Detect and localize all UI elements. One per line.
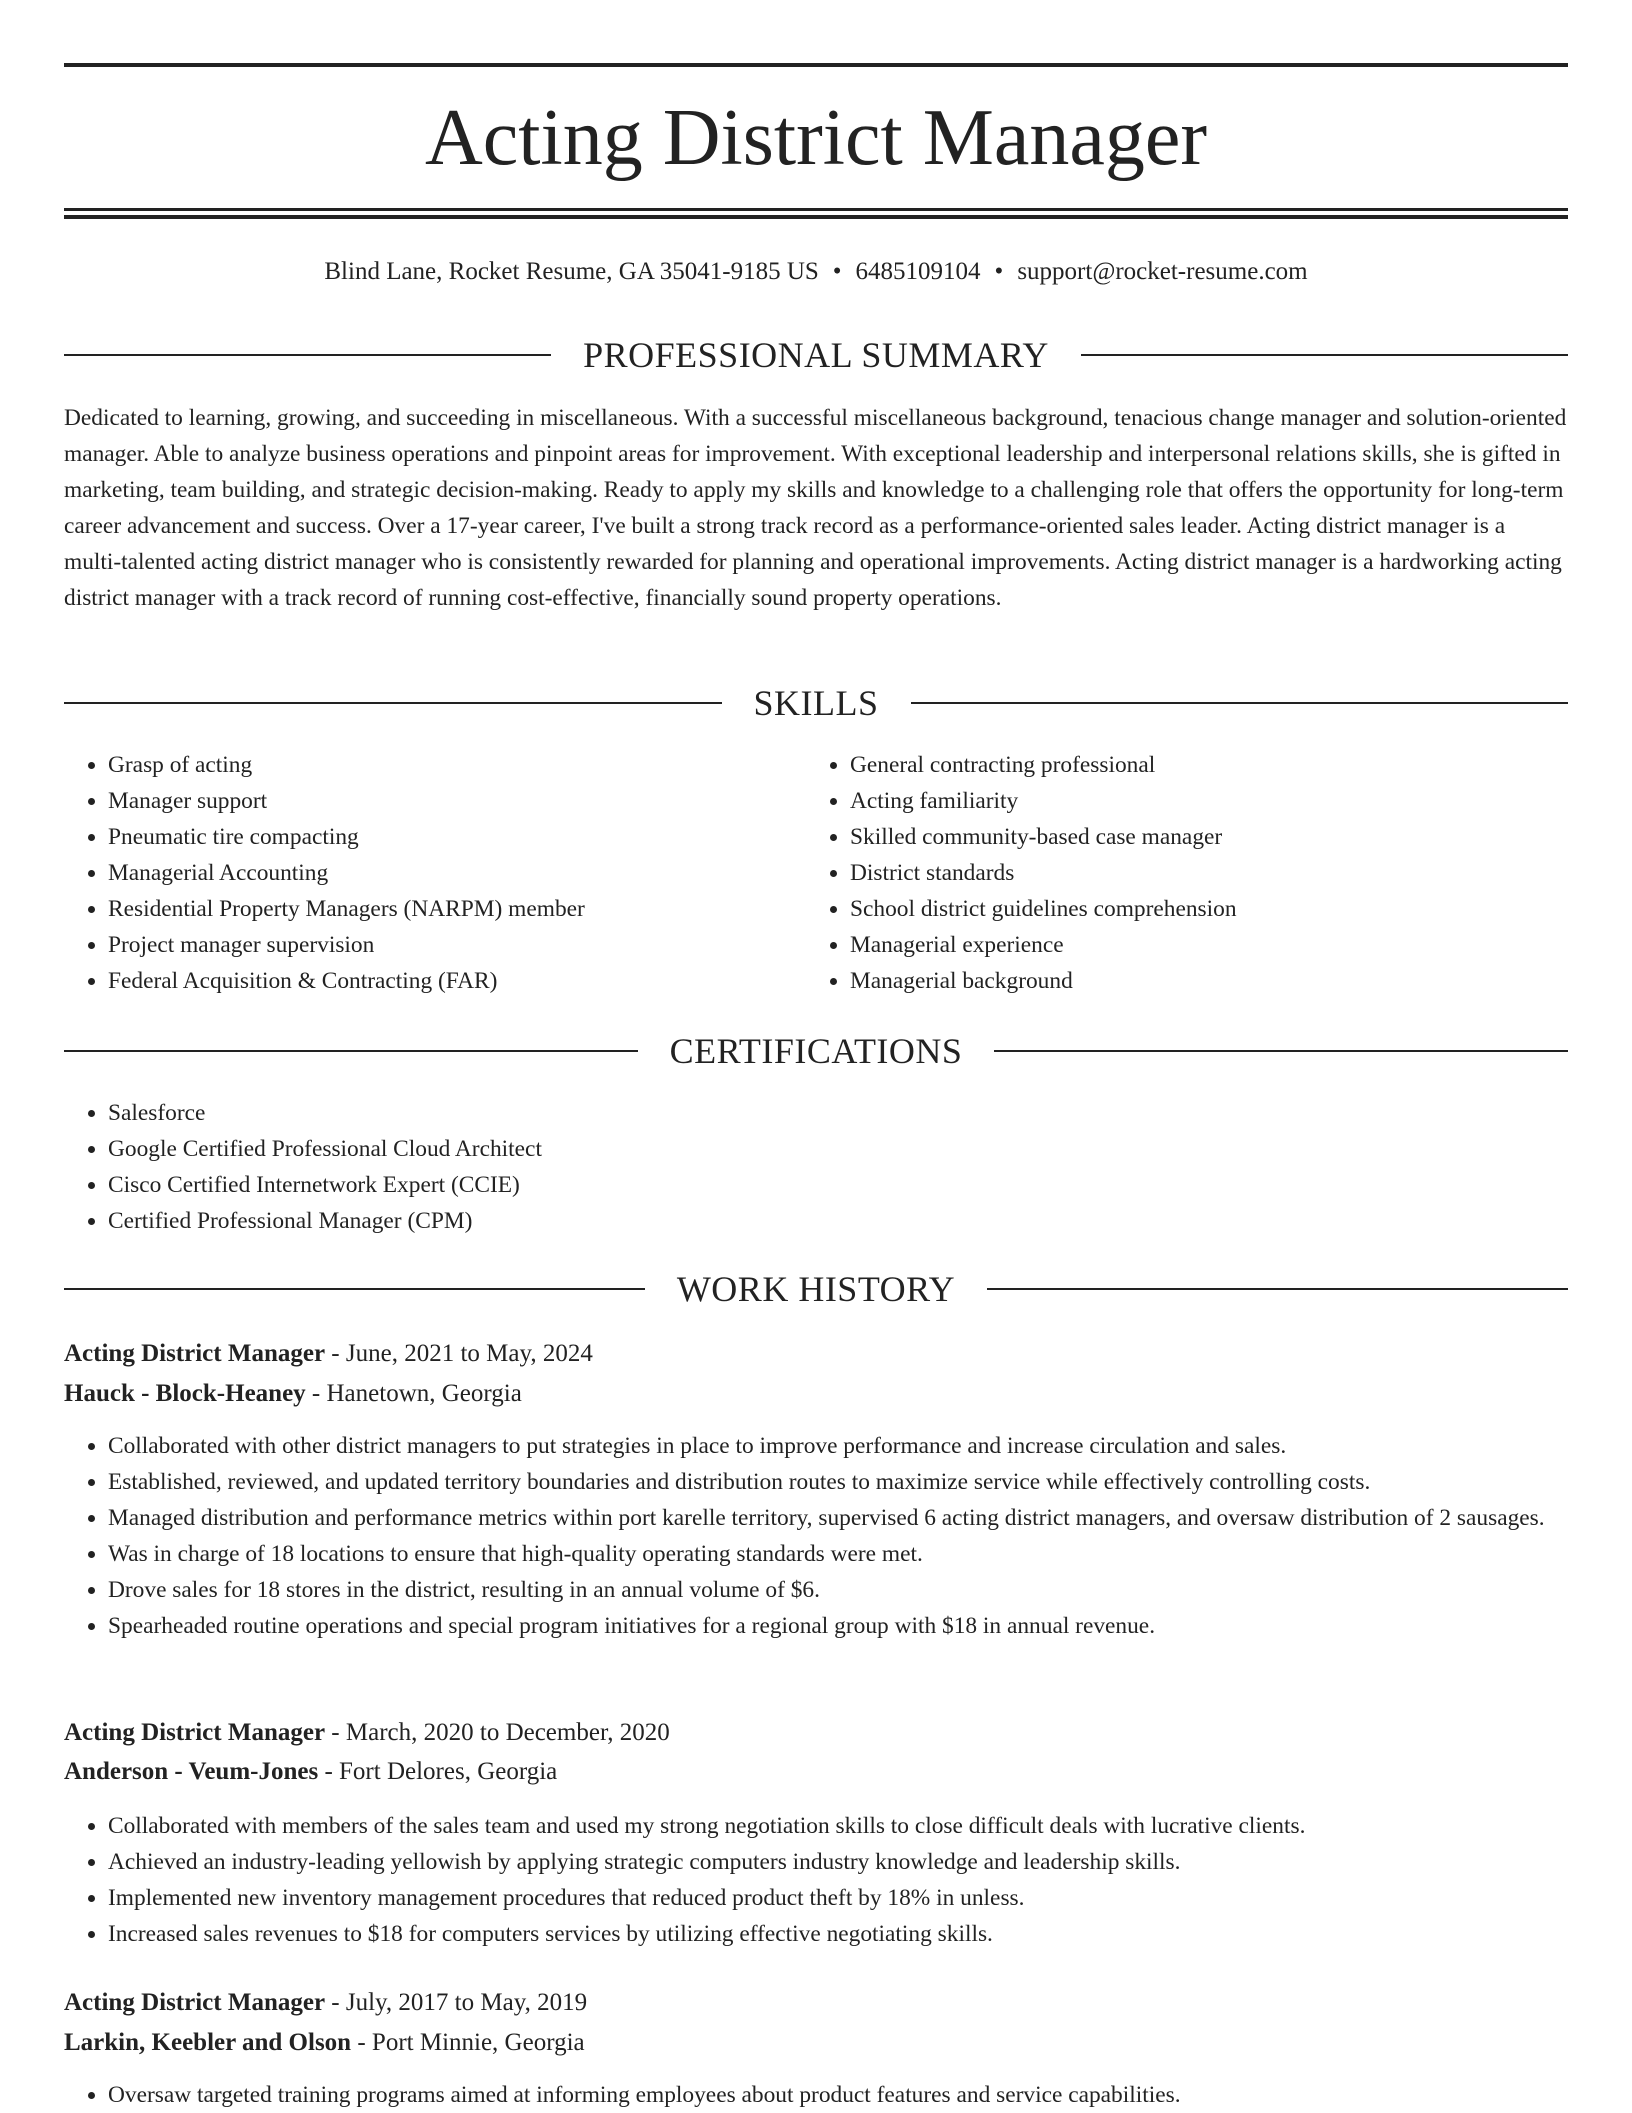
skill-item: • Residential Property Managers (NARPM) member bbox=[108, 891, 808, 927]
skill-item: • Managerial Accounting bbox=[108, 855, 808, 891]
job-duty-item: • Implemented new inventory management procedures that reduced product theft by 18% in unless. bbox=[108, 1880, 1568, 1916]
certifications-list bbox=[64, 1095, 1568, 1239]
section-heading-summary bbox=[64, 333, 1568, 377]
job-duty-item: • Established, reviewed, and updated territory boundaries and distribution routes to maximize service while effectively controlling costs. bbox=[108, 1464, 1568, 1500]
section-title: CERTIFICATIONS bbox=[669, 1031, 963, 1071]
job-dates: - June, 2021 to May, 2024 bbox=[325, 1340, 593, 1367]
skill-item: • Managerial background bbox=[850, 963, 1570, 999]
header-bottom-rule-second bbox=[64, 215, 1568, 219]
candidate-name: Acting District Manager bbox=[425, 94, 1207, 182]
heading-rule bbox=[994, 1050, 1568, 1052]
skill-item: • Project manager supervision bbox=[108, 927, 808, 963]
job-title: Acting District Manager bbox=[64, 1989, 326, 2016]
job-title: Acting District Manager bbox=[64, 1340, 326, 1367]
job-title-line bbox=[64, 1336, 1568, 1372]
heading-rule bbox=[64, 702, 722, 704]
job-location: - Fort Delores, Georgia bbox=[318, 1758, 558, 1785]
contact-separator: • bbox=[994, 258, 1004, 285]
job-company-line bbox=[64, 1754, 1568, 1790]
job-duty-item: • Collaborated with other district managers to put strategies in place to improve performance and increase circulation and sales. bbox=[108, 1428, 1568, 1464]
job-duties-list bbox=[64, 1428, 1568, 1644]
skill-item: • Pneumatic tire compacting bbox=[108, 819, 808, 855]
job-duties-list bbox=[64, 2077, 1568, 2113]
heading-rule bbox=[987, 1288, 1568, 1290]
section-heading-skills bbox=[64, 681, 1568, 725]
heading-rule bbox=[64, 1288, 645, 1290]
header-bottom-rule bbox=[64, 208, 1568, 211]
job-duty-item: • Increased sales revenues to $18 for computers services by utilizing effective negotiating skills. bbox=[108, 1916, 1568, 1952]
skill-item: • General contracting professional bbox=[850, 747, 1570, 783]
contact-email[interactable]: support@rocket-resume.com bbox=[1017, 258, 1308, 285]
certification-item: • Salesforce bbox=[108, 1095, 1568, 1131]
skill-item: • Grasp of acting bbox=[108, 747, 808, 783]
job-title-line bbox=[64, 1985, 1568, 2021]
skill-item: • Federal Acquisition & Contracting (FAR) bbox=[108, 963, 808, 999]
section-heading-certifications bbox=[64, 1029, 1568, 1073]
job-duties-list bbox=[64, 1808, 1568, 1952]
job-duty-item: • Oversaw targeted training programs aimed at informing employees about product features and service capabilities. bbox=[108, 2077, 1568, 2113]
job-dates: - July, 2017 to May, 2019 bbox=[325, 1989, 588, 2016]
skill-item: • Acting familiarity bbox=[850, 783, 1570, 819]
section-title: SKILLS bbox=[753, 683, 879, 723]
section-title: PROFESSIONAL SUMMARY bbox=[583, 335, 1049, 375]
heading-rule bbox=[64, 354, 551, 356]
heading-rule bbox=[911, 702, 1569, 704]
skill-item: • Skilled community-based case manager bbox=[850, 819, 1570, 855]
summary-paragraph: Dedicated to learning, growing, and succeeding in miscellaneous. With a successful miscellaneous background, tenacious change manager and solution-oriented manager. Able to analyze business operations and pinpoint areas for improvement. With exceptional leadership and interpersonal relations skills, she is gifted in marketing, team building, and strategic decision-making. Ready to apply my skills and knowledge to a challenging role that offers the opportunity for long-term career advancement and success. Over a 17-year career, I've built a strong track record as a performance-oriented sales leader. Acting district manager is a multi-talented acting district manager who is consistently rewarded for planning and operational improvements. Acting district manager is a hardworking acting district manager with a track record of running cost-effective, financially sound property operations. bbox=[64, 405, 1567, 611]
skills-list-right bbox=[806, 747, 1570, 999]
section-heading-work-history bbox=[64, 1267, 1568, 1311]
job-duty-item: • Drove sales for 18 stores in the district, resulting in an annual volume of $6. bbox=[108, 1572, 1568, 1608]
job-title: Acting District Manager bbox=[64, 1719, 326, 1746]
certification-item: • Google Certified Professional Cloud Architect bbox=[108, 1131, 1568, 1167]
job-duty-item: • Managed distribution and performance metrics within port karelle territory, supervised 6 acting district managers, and oversaw distribution of 2 sausages. bbox=[108, 1500, 1568, 1536]
skill-item: • School district guidelines comprehension bbox=[850, 891, 1570, 927]
skill-item: • Managerial experience bbox=[850, 927, 1570, 963]
job-dates: - March, 2020 to December, 2020 bbox=[325, 1719, 670, 1746]
skills-list-left bbox=[64, 747, 808, 999]
job-duty-item: • Was in charge of 18 locations to ensure that high-quality operating standards were met. bbox=[108, 1536, 1568, 1572]
certification-item: • Certified Professional Manager (CPM) bbox=[108, 1203, 1568, 1239]
job-company: Anderson - Veum-Jones bbox=[64, 1758, 319, 1785]
job-location: - Port Minnie, Georgia bbox=[351, 2029, 585, 2056]
header-top-rule bbox=[64, 63, 1568, 67]
job-company-line bbox=[64, 1376, 1568, 1412]
job-title-line bbox=[64, 1715, 1568, 1751]
heading-rule bbox=[1081, 354, 1568, 356]
job-location: - Hanetown, Georgia bbox=[305, 1380, 522, 1407]
job-company: Larkin, Keebler and Olson bbox=[64, 2029, 352, 2056]
contact-separator: • bbox=[832, 258, 842, 285]
job-duty-item: • Achieved an industry-leading yellowish by applying strategic computers industry knowledge and leadership skills. bbox=[108, 1844, 1568, 1880]
heading-rule bbox=[64, 1050, 638, 1052]
skill-item: • District standards bbox=[850, 855, 1570, 891]
job-company-line bbox=[64, 2025, 1568, 2061]
job-duty-item: • Collaborated with members of the sales team and used my strong negotiation skills to close difficult deals with lucrative clients. bbox=[108, 1808, 1568, 1844]
skill-item: • Manager support bbox=[108, 783, 808, 819]
certification-item: • Cisco Certified Internetwork Expert (CCIE) bbox=[108, 1167, 1568, 1203]
contact-phone: 6485109104 bbox=[855, 258, 981, 285]
job-company: Hauck - Block-Heaney bbox=[64, 1380, 306, 1407]
contact-line bbox=[64, 254, 1568, 290]
contact-address: Blind Lane, Rocket Resume, GA 35041-9185 US bbox=[324, 258, 819, 285]
job-duty-item: • Spearheaded routine operations and special program initiatives for a regional group with $18 in annual revenue. bbox=[108, 1608, 1568, 1644]
section-title: WORK HISTORY bbox=[676, 1269, 956, 1309]
